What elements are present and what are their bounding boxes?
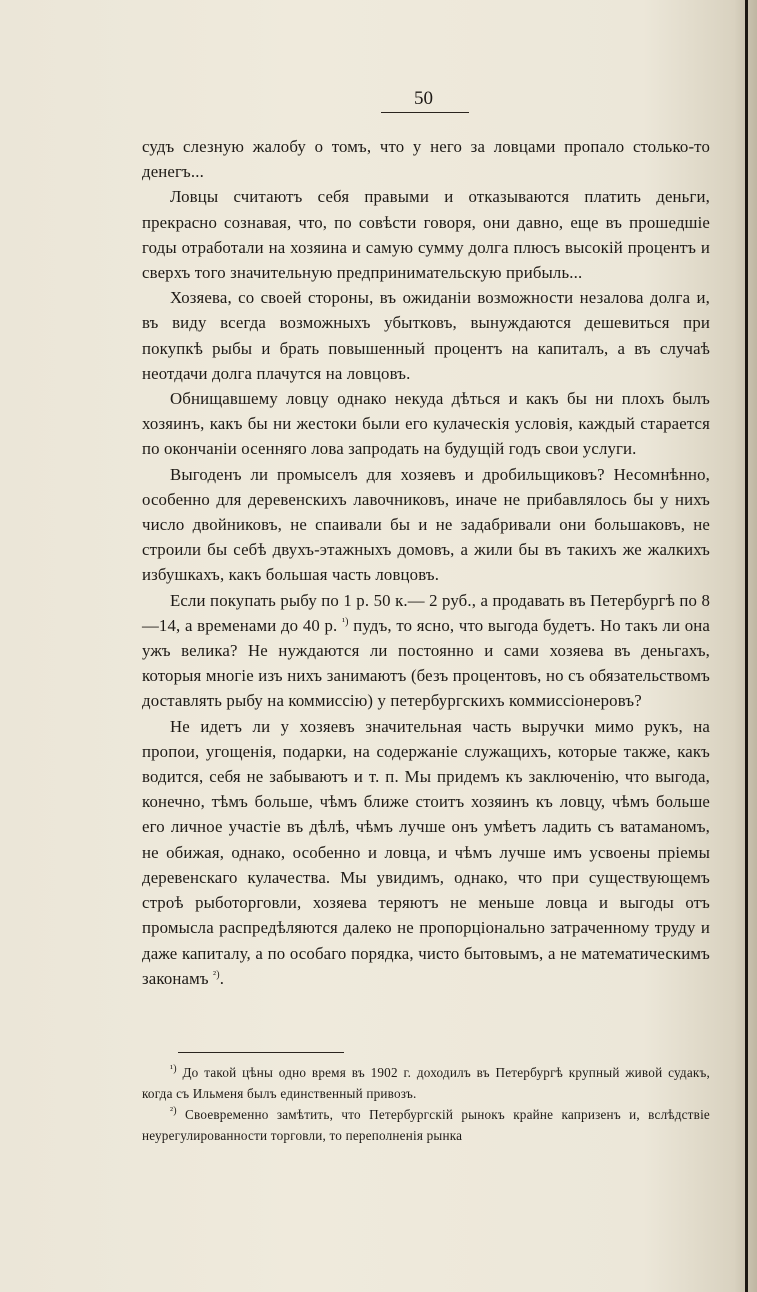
footnote-ref: ²) [213,969,220,981]
page-edge [745,0,748,1292]
paragraph-text: пудъ, то ясно, что выгода будетъ. Но такъ ли она ужъ велика? Не нуждаются ли постоянно и сами хозяева въ деньгахъ, которыя многіе изъ нихъ занимаютъ (безъ процентовъ, но съ обязательствомъ доставлять рыбу на коммиссію) у петербургскихъ коммиссіонеровъ? [142,615,710,711]
paragraph: Обнищавшему ловцу однако некуда дѣться и какъ бы ни плохъ былъ хозяинъ, какъ бы ни жестоки были его кулаческія условія, каждый старается по окончаніи осенняго лова запродать на будущій годъ свои услуги. [142,389,710,459]
footnote-ref: ¹) [342,616,349,628]
page-number: 50 [414,88,433,109]
footnote-text: До такой цѣны одно время въ 1902 г. доходилъ въ Петербургѣ крупный живой судакъ, когда съ Ильменя былъ единственный привозъ. [142,1065,710,1101]
footnote-mark: ²) [170,1105,177,1117]
paragraph: Выгоденъ ли промыселъ для хозяевъ и дробильщиковъ? Несомнѣнно, особенно для деревенскихъ лавочниковъ, иначе не прибавлялось бы у нихъ число двойниковъ, не спаивали бы и не задабривали они большаковъ, не строили бы себѣ двухъ-этажныхъ домовъ, а жили бы въ такихъ же жалкихъ избушкахъ, какъ большая часть ловцовъ. [142,464,710,585]
paragraph: судъ слезную жалобу о томъ, что у него за ловцами пропало столько-то денегъ... [142,137,710,182]
footnotes [142,1062,710,1146]
footnote [142,1062,710,1104]
header-rule [381,112,469,113]
footnote-text: Своевременно замѣтить, что Петербургскій рынокъ крайне капризенъ и, вслѣдствіе неурегулированности торговли, то переполненія рынка [142,1107,710,1143]
paragraph-text: Если покупать рыбу по 1 р. 50 к.— 2 руб., а продавать въ Петербургѣ по 8—14, а временами до 40 р. [142,590,710,635]
paragraph [142,588,710,714]
body-text [142,134,710,991]
paragraph-text: . [219,968,225,988]
footnote-rule [178,1052,344,1053]
paragraph [142,714,710,991]
footnote [142,1104,710,1146]
paragraph-text: Не идетъ ли у хозяевъ значительная часть выручки мимо рукъ, на пропои, угощенія, подарки, на содержаніе служащихъ, которые также, какъ водится, себя не забываютъ и т. п. Мы придемъ къ заключенію, что выгода, конечно, тѣмъ больше, чѣмъ ближе стоитъ хозяинъ къ ловцу, чѣмъ больше его личное участіе въ дѣлѣ, чѣмъ лучше онъ умѣетъ ладить съ ватаманомъ, не обижая, однако, особенно и ловца, и чѣмъ лучше имъ усвоены пріемы деревенскаго кулачества. Мы увидимъ, однако, что при существующемъ строѣ рыботорговли, хозяева теряютъ не меньше ловца и выгоды отъ промысла распредѣляются далеко не пропорціонально затраченному труду и даже капиталу, а по особаго порядка, чисто бытовымъ, а не математическимъ законамъ [142,716,710,988]
footnote-mark: ¹) [170,1063,177,1075]
paragraph: Хозяева, со своей стороны, въ ожиданіи возможности незалова долга и, въ виду всегда возможныхъ убытковъ, вынуждаются дешевиться при покупкѣ рыбы и брать повышенный процентъ на капиталъ, а въ случаѣ неотдачи долга плачутся на ловцовъ. [142,288,710,383]
paragraph: Ловцы считаютъ себя правыми и отказываются платить деньги, прекрасно сознавая, что, по совѣсти говоря, они давно, еще въ прошедшіе годы отработали на хозяина и самую сумму долга плюсъ высокій процентъ и сверхъ того значительную предпринимательскую прибыль... [142,187,710,283]
